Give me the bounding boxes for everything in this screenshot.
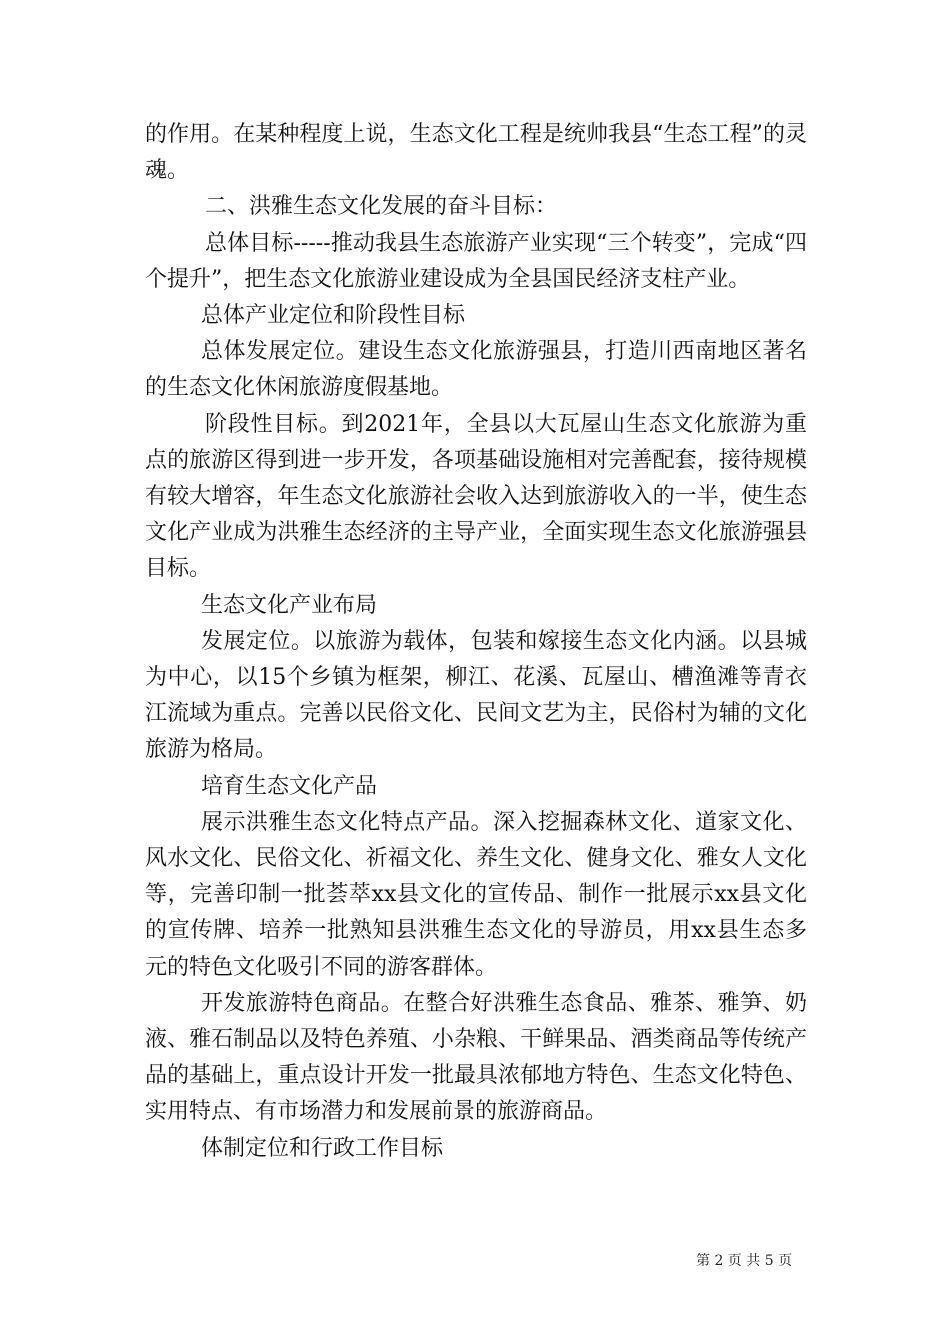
paragraph-overall-goal: 总体目标-----推动我县生态旅游产业实现“三个转变”，完成“四个提升”，把生态文化旅游业建设成为全县国民经济支柱产业。 (145, 230, 807, 292)
paragraph-layout-positioning: 发展定位。以旅游为载体，包装和嫁接生态文化内涵。以县城为中心，以15个乡镇为框架，柳江、花溪、瓦屋山、槽渔滩等青衣江流域为重点。完善以民俗文化、民间文艺为主，民俗村为辅的文化旅游为格局。 (145, 628, 807, 763)
page-number: 第 2 页 共 5 页 (696, 1253, 793, 1269)
paragraph-development-positioning: 总体发展定位。建设生态文化旅游强县，打造川西南地区著名的生态文化休闲旅游度假基地。 (145, 339, 807, 401)
subheading-industry-positioning: 总体产业定位和阶段性目标 (201, 303, 466, 329)
paragraph-showcase-products: 展示洪雅生态文化特点产品。深入挖掘森林文化、道家文化、风水文化、民俗文化、祈福文化、养生文化、健身文化、雅女人文化等，完善印制一批荟萃xx县文化的宣传品、制作一批展示xx县文化的宣传牌、培养一批熟知县洪雅生态文化的导游员，用xx县生态多元的特色文化吸引不同的游客群体。 (145, 809, 807, 980)
section-heading-goals: 二、洪雅生态文化发展的奋斗目标： (205, 194, 558, 220)
paragraph-stage-goal: 阶段性目标。到2021年，全县以大瓦屋山生态文化旅游为重点的旅游区得到进一步开发，各项基础设施相对完善配套，接待规模有较大增容，年生态文化旅游社会收入达到旅游收入的一半，使生态文化产业成为洪雅生态经济的主导产业，全面实现生态文化旅游强县目标。 (145, 411, 807, 582)
subheading-cultural-products: 培育生态文化产品 (201, 773, 378, 799)
document-body (145, 117, 807, 1167)
paragraph-tourism-goods: 开发旅游特色商品。在整合好洪雅生态食品、雅茶、雅笋、奶液、雅石制品以及特色养殖、小杂粮、干鲜果品、酒类商品等传统产品的基础上，重点设计开发一批最具浓郁地方特色、生态文化特色、实用特点、有市场潜力和发展前景的旅游商品。 (145, 990, 807, 1125)
subheading-institutional-goals: 体制定位和行政工作目标 (201, 1135, 444, 1161)
paragraph-continuation: 的作用。在某种程度上说，生态文化工程是统帅我县“生态工程”的灵魂。 (145, 122, 807, 184)
subheading-industry-layout: 生态文化产业布局 (201, 592, 378, 618)
